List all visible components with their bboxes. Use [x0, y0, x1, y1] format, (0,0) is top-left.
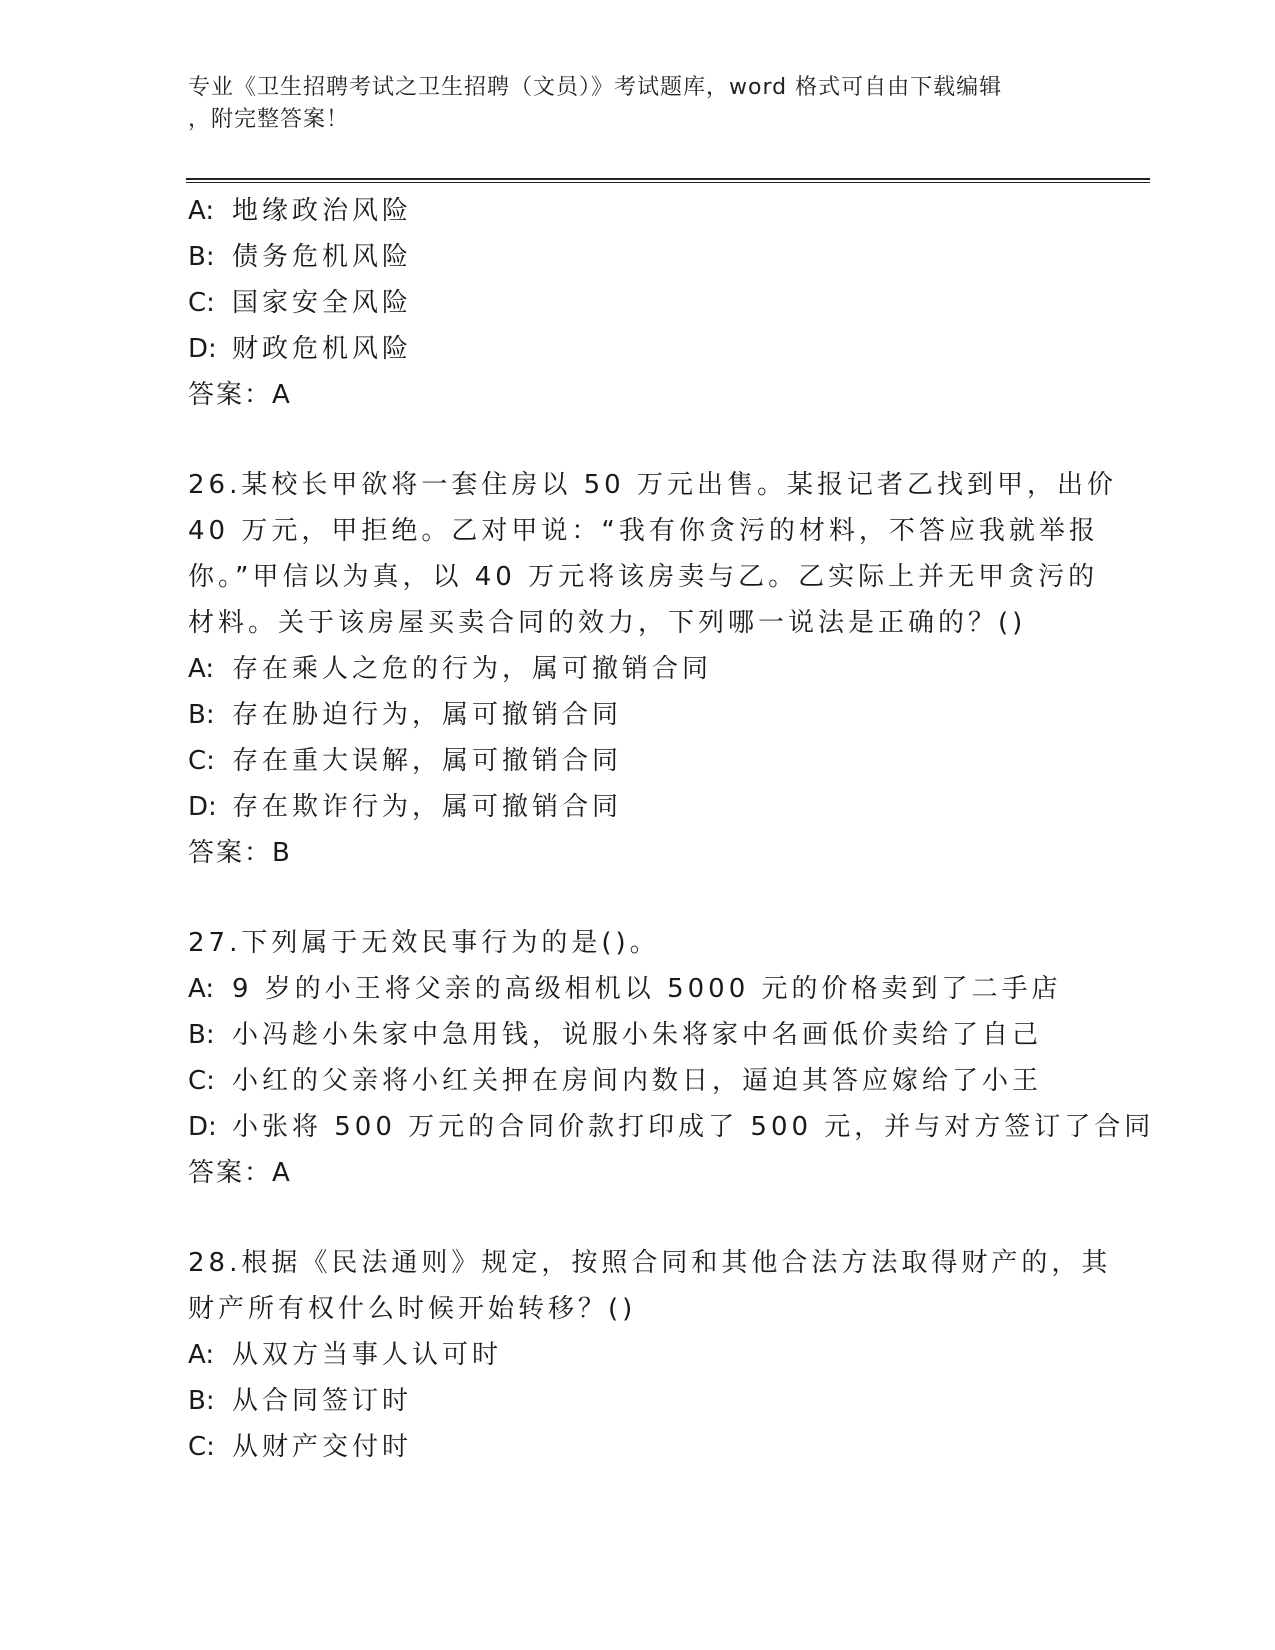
question-stem-line: 28.根据《民法通则》规定，按照合同和其他合法方法取得财产的，其: [188, 1248, 1112, 1278]
option-text: 小红的父亲将小红关押在房间内数日，逼迫其答应嫁给了小王: [232, 1066, 1043, 1096]
option-a: [188, 966, 1088, 1012]
option-label: C:: [188, 288, 215, 318]
spacer: [188, 876, 1088, 920]
option-label: B:: [188, 1020, 215, 1050]
option-text: 小张将 500 万元的合同价款打印成了 500 元，并与对方签订了合同: [232, 1112, 1155, 1142]
option-label: C:: [188, 1066, 215, 1096]
option-label: A:: [188, 1340, 215, 1370]
question-25: [188, 188, 1088, 418]
option-text: 存在重大误解，属可撤销合同: [232, 746, 623, 776]
option-label: A:: [188, 654, 215, 684]
question-28: [188, 1240, 1112, 1470]
option-label: C:: [188, 1432, 215, 1462]
header-divider: [186, 178, 1150, 183]
document-header: [188, 72, 1068, 136]
question-stem-line: 40 万元，甲拒绝。乙对甲说：“我有你贪污的材料，不答应我就举报: [188, 516, 1099, 546]
answer-line: 答案：B: [188, 838, 292, 868]
option-c: [188, 1424, 1088, 1470]
option-label: A:: [188, 196, 215, 226]
option-a: [188, 646, 1088, 692]
option-b: [188, 1378, 1088, 1424]
question-stem-line: 27.下列属于无效民事行为的是()。: [188, 928, 660, 958]
option-text: 地缘政治风险: [232, 196, 413, 226]
option-text: 存在欺诈行为，属可撤销合同: [232, 792, 623, 822]
option-b: [188, 234, 1088, 280]
option-text: 9 岁的小王将父亲的高级相机以 5000 元的价格卖到了二手店: [232, 974, 1062, 1004]
option-d: [188, 784, 1088, 830]
option-b: [188, 1012, 1088, 1058]
option-a: [188, 188, 1088, 234]
answer-line: 答案：A: [188, 380, 292, 410]
option-c: [188, 1058, 1088, 1104]
option-text: 存在胁迫行为，属可撤销合同: [232, 700, 623, 730]
spacer: [188, 1196, 1088, 1240]
option-d: [188, 1104, 1155, 1150]
option-text: 从财产交付时: [232, 1432, 413, 1462]
question-stem-line: 材料。关于该房屋买卖合同的效力，下列哪一说法是正确的？(): [188, 608, 1027, 638]
option-label: D:: [188, 334, 217, 364]
option-text: 财政危机风险: [232, 334, 413, 364]
option-label: B:: [188, 1386, 215, 1416]
question-stem-line: 财产所有权什么时候开始转移？(): [188, 1294, 637, 1324]
option-text: 债务危机风险: [232, 242, 413, 272]
option-a: [188, 1332, 1088, 1378]
option-text: 存在乘人之危的行为，属可撤销合同: [232, 654, 713, 684]
option-label: B:: [188, 700, 215, 730]
question-stem-line: 你。”甲信以为真，以 40 万元将该房卖与乙。乙实际上并无甲贪污的: [188, 562, 1099, 592]
option-label: D:: [188, 792, 217, 822]
option-b: [188, 692, 1088, 738]
option-c: [188, 280, 1088, 326]
question-26: [188, 462, 1117, 876]
option-label: D:: [188, 1112, 217, 1142]
option-text: 小冯趁小朱家中急用钱，说服小朱将家中名画低价卖给了自己: [232, 1020, 1043, 1050]
option-d: [188, 326, 1088, 372]
option-label: A:: [188, 974, 215, 1004]
option-text: 从双方当事人认可时: [232, 1340, 503, 1370]
option-label: C:: [188, 746, 215, 776]
question-27: [188, 920, 1155, 1196]
answer-line: 答案：A: [188, 1158, 292, 1188]
option-text: 国家安全风险: [232, 288, 413, 318]
header-line-1: 专业《卫生招聘考试之卫生招聘（文员）》考试题库，word 格式可自由下载编辑: [188, 75, 1003, 100]
option-text: 从合同签订时: [232, 1386, 413, 1416]
option-label: B:: [188, 242, 215, 272]
question-list: [188, 188, 1155, 1470]
spacer: [188, 418, 1088, 462]
header-line-2: ，附完整答案！: [188, 107, 350, 132]
question-stem-line: 26.某校长甲欲将一套住房以 50 万元出售。某报记者乙找到甲，出价: [188, 470, 1117, 500]
option-c: [188, 738, 1088, 784]
